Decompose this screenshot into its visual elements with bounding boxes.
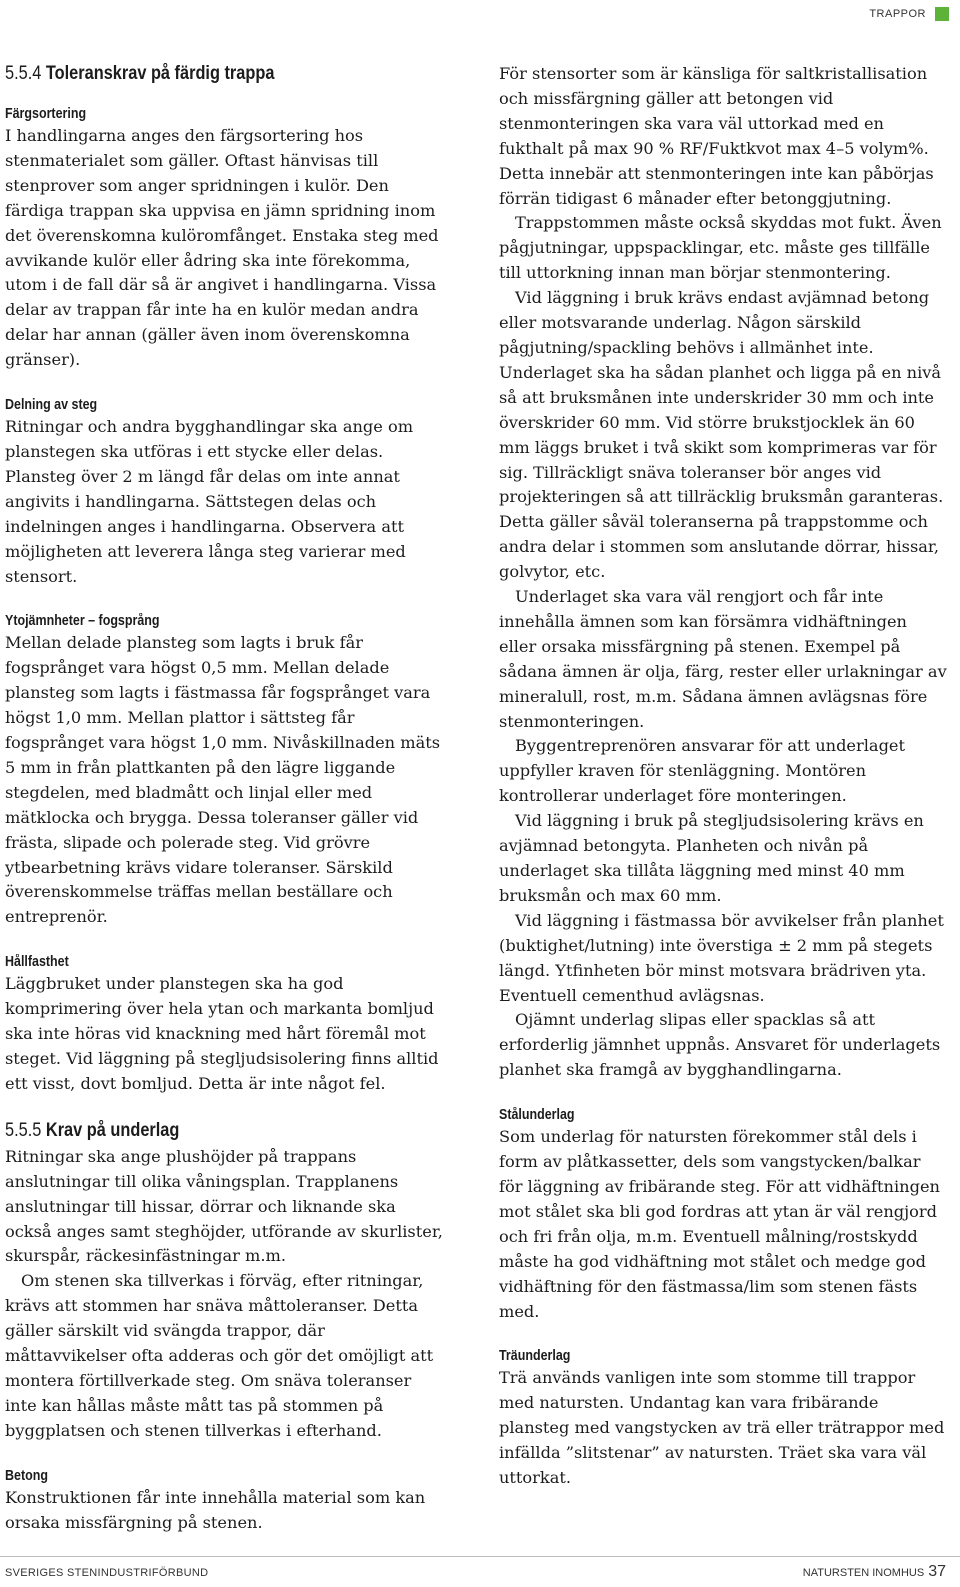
paragraph: Ojämnt underlag slipas eller spacklas så att erforderlig jämnhet uppnås. Ansvaret för underlagets planhet ska framgå av bygghandlingarna. [499, 1010, 941, 1080]
subheading: Hållfasthet [5, 954, 69, 971]
paragraph: I handlingarna anges den färgsortering hos stenmaterialet som gäller. Oftast hänvisas till stenprover som anger spridningen i kulör. Den färdiga trappan ska uppvisa en jämn spridning inom det överenskomna kulöromfånget. Enstaka steg med avvikande kulör eller ådring ska inte förekomma, utom i de fall där så är angivet i handlingarna. Vissa delar av trappan får inte ha en kulör medan andra delar har annan (gäller även inom överenskomna gränser). [5, 126, 439, 370]
paragraph: Byggentreprenören ansvarar för att underlaget uppfyller kraven för stenläggning. Montören kontrollerar underlaget före monteringen. [499, 736, 906, 806]
paragraph: Läggbruket under planstegen ska ha god komprimering över hela ytan och markanta bomljud ska inte höras vid knackning med hårt föremål mot steget. Vid läggning på stegljudsisolering finns alltid ett visst, dovt bomljud. Detta är inte något fel. [5, 974, 439, 1093]
paragraph: Konstruktionen får inte innehålla material som kan orsaka missfärgning på stenen. [5, 1487, 426, 1532]
paragraph: Ritningar och andra bygghandlingar ska ange om planstegen ska utföras i ett stycke eller delas. Plansteg över 2 m längd får delas om inte annat angivits i handlingarna. Sättstegen delas och indelningen anges i handlingarna. Observera att möjligheten att leverera långa steg varierar med stensort. [5, 417, 414, 586]
paragraph: Trappstommen måste också skyddas mot fukt. Även pågjutningar, uppspacklingar, etc. måste ges tillfälle till uttorkning innan man börjar stenmontering. [499, 213, 942, 283]
publisher-name: SVERIGES STENINDUSTRIFÖRBUND [5, 1567, 209, 1579]
publication-title: NATURSTEN INOMHUS [802, 1567, 925, 1579]
subheading: Delning av steg [5, 397, 98, 414]
right-column [499, 62, 947, 1513]
fargsortering-block [5, 104, 447, 373]
subheading: Stålunderlag [499, 1107, 575, 1124]
left-column [5, 62, 447, 1558]
underlag-continued [499, 62, 947, 1083]
section-heading: Krav på underlag [45, 1119, 180, 1141]
paragraph: Ritningar ska ange plushöjder på trappans anslutningar till olika våningsplan. Trapplanens anslutningar till hissar, dörrar och liknande ska också anges samt steghöjder, utförande av skurlister, skurspår, räckesinfästningar m.m. [5, 1146, 443, 1266]
paragraph: Underlaget ska vara väl rengjort och får inte innehålla ämnen som kan försämra vidhäftningen eller orsaka missfärgning på stenen. Exempel på sådana ämnen är olja, färg, rester eller urlakningar av mineralull, rost, m.m. Sådana ämnen avlägsnas före stenmonteringen. [499, 587, 947, 731]
paragraph: Vid läggning i bruk på stegljudsisolering krävs en avjämnad betongyta. Planheten och nivån på underlaget ska tillåta läggning med minst 40 mm bruksmån och max 60 mm. [499, 811, 924, 905]
subheading: Ytojämnheter – fogsprång [5, 613, 160, 630]
subheading: Betong [5, 1467, 48, 1484]
section-number: 5.5.4 [5, 63, 42, 84]
ytojamnheter-block [5, 611, 447, 930]
paragraph: Om stenen ska tillverkas i förväg, efter ritningar, krävs att stommen har snäva måttoleranser. Detta gäller särskilt vid svängda trappor, där måttavvikelser ofta adderas och gör det omöjligt att montera förtillverkade steg. Om snäva toleranser inte kan hållas måste mått tas på stommen på byggplatsen och stenen tillverkas i efterhand. [5, 1271, 434, 1440]
hallfasthet-block [5, 952, 447, 1097]
page-header [0, 0, 960, 30]
running-head: TRAPPOR [869, 8, 926, 20]
betong-block [5, 1466, 447, 1536]
traunderlag-block [499, 1346, 947, 1491]
accent-square-icon [935, 7, 949, 21]
paragraph: Mellan delade plansteg som lagts i bruk får fogsprånget vara högst 0,5 mm. Mellan delade plansteg som lagts i fästmassa får fogsprånget vara högst 1,0 mm. Mellan plattor i sättsteg får fogsprånget vara högst 1,0 mm. Nivåskillnaden mäts 5 mm in från plattkanten på den lägre liggande stegdelen, med bladmått och linjal eller med mätklocka och brygga. Dessa toleranser gäller vid frästa, slipade och polerade steg. Vid grövre ytbearbetning krävs vidare toleranser. Särskild överenskommelse träffas mellan beställare och entreprenör. [5, 633, 441, 927]
paragraph: Trä används vanligen inte som stomme till trappor med natursten. Undantag kan vara fribärande plansteg med vangstycken av trä eller trätrappor med infällda ”slitstenar” av natursten. Träet ska vara väl uttorkat. [499, 1368, 945, 1488]
page-footer [0, 1556, 960, 1587]
underlag-block [5, 1119, 447, 1444]
section-heading: Toleranskrav på färdig trappa [45, 63, 275, 84]
paragraph: Vid läggning i bruk krävs endast avjämnad betong eller motsvarande underlag. Någon särskild pågjutning/spackling behövs i allmänhet inte. Underlaget ska ha sådan planhet och ligga på en nivå så att bruksmånen inte underskrider 30 mm och inte överskrider 60 mm. Vid större brukstjocklek än 60 mm läggs bruket i två skikt som komprimeras var för sig. Tillräckligt snäva toleranser bör anges vid projekteringen så att tillräcklig bruksmån garanteras. Detta gäller såväl toleranserna på trappstomme och andra delar i stommen som anslutande dörrar, hissar, golvytor, etc. [499, 288, 944, 582]
section-title-555 [5, 1119, 385, 1143]
subheading: Träunderlag [499, 1348, 571, 1365]
stalunderlag-block [499, 1105, 947, 1324]
delning-block [5, 395, 447, 589]
publication-name [803, 1563, 946, 1581]
paragraph: Som underlag för natursten förekommer stål dels i form av plåtkassetter, dels som vangstycken/balkar för läggning av fribärande steg. För att vidhäftningen mot stålet ska bli god fordras att ytan är väl rengjord och fri från olja, m.m. Eventuell målning/rostskydd måste ha god vidhäftning mot stålet och medge god vidhäftning för den fästmassa/lim som stenen fästs med. [499, 1127, 940, 1321]
paragraph: För stensorter som är känsliga för saltkristallisation och missfärgning gäller att betongen vid stenmonteringen ska vara väl uttorkad med en fukthalt på max 90 % RF/Fuktkvot max 4–5 volym%. Detta innebär att stenmonteringen inte kan påbörjas förrän tidigast 6 månader efter betonggjutning. [499, 64, 934, 208]
subheading: Färgsortering [5, 106, 87, 122]
page-number: 37 [928, 1563, 946, 1580]
section-number: 5.5.5 [5, 1119, 42, 1141]
section-title-554 [5, 62, 385, 86]
paragraph: Vid läggning i fästmassa bör avvikelser från planhet (buktighet/lutning) inte överstiga ± 2 mm på stegets längd. Ytfinheten bör minst motsvara brädriven yta. Eventuell cementhud avlägsnas. [499, 910, 944, 1005]
